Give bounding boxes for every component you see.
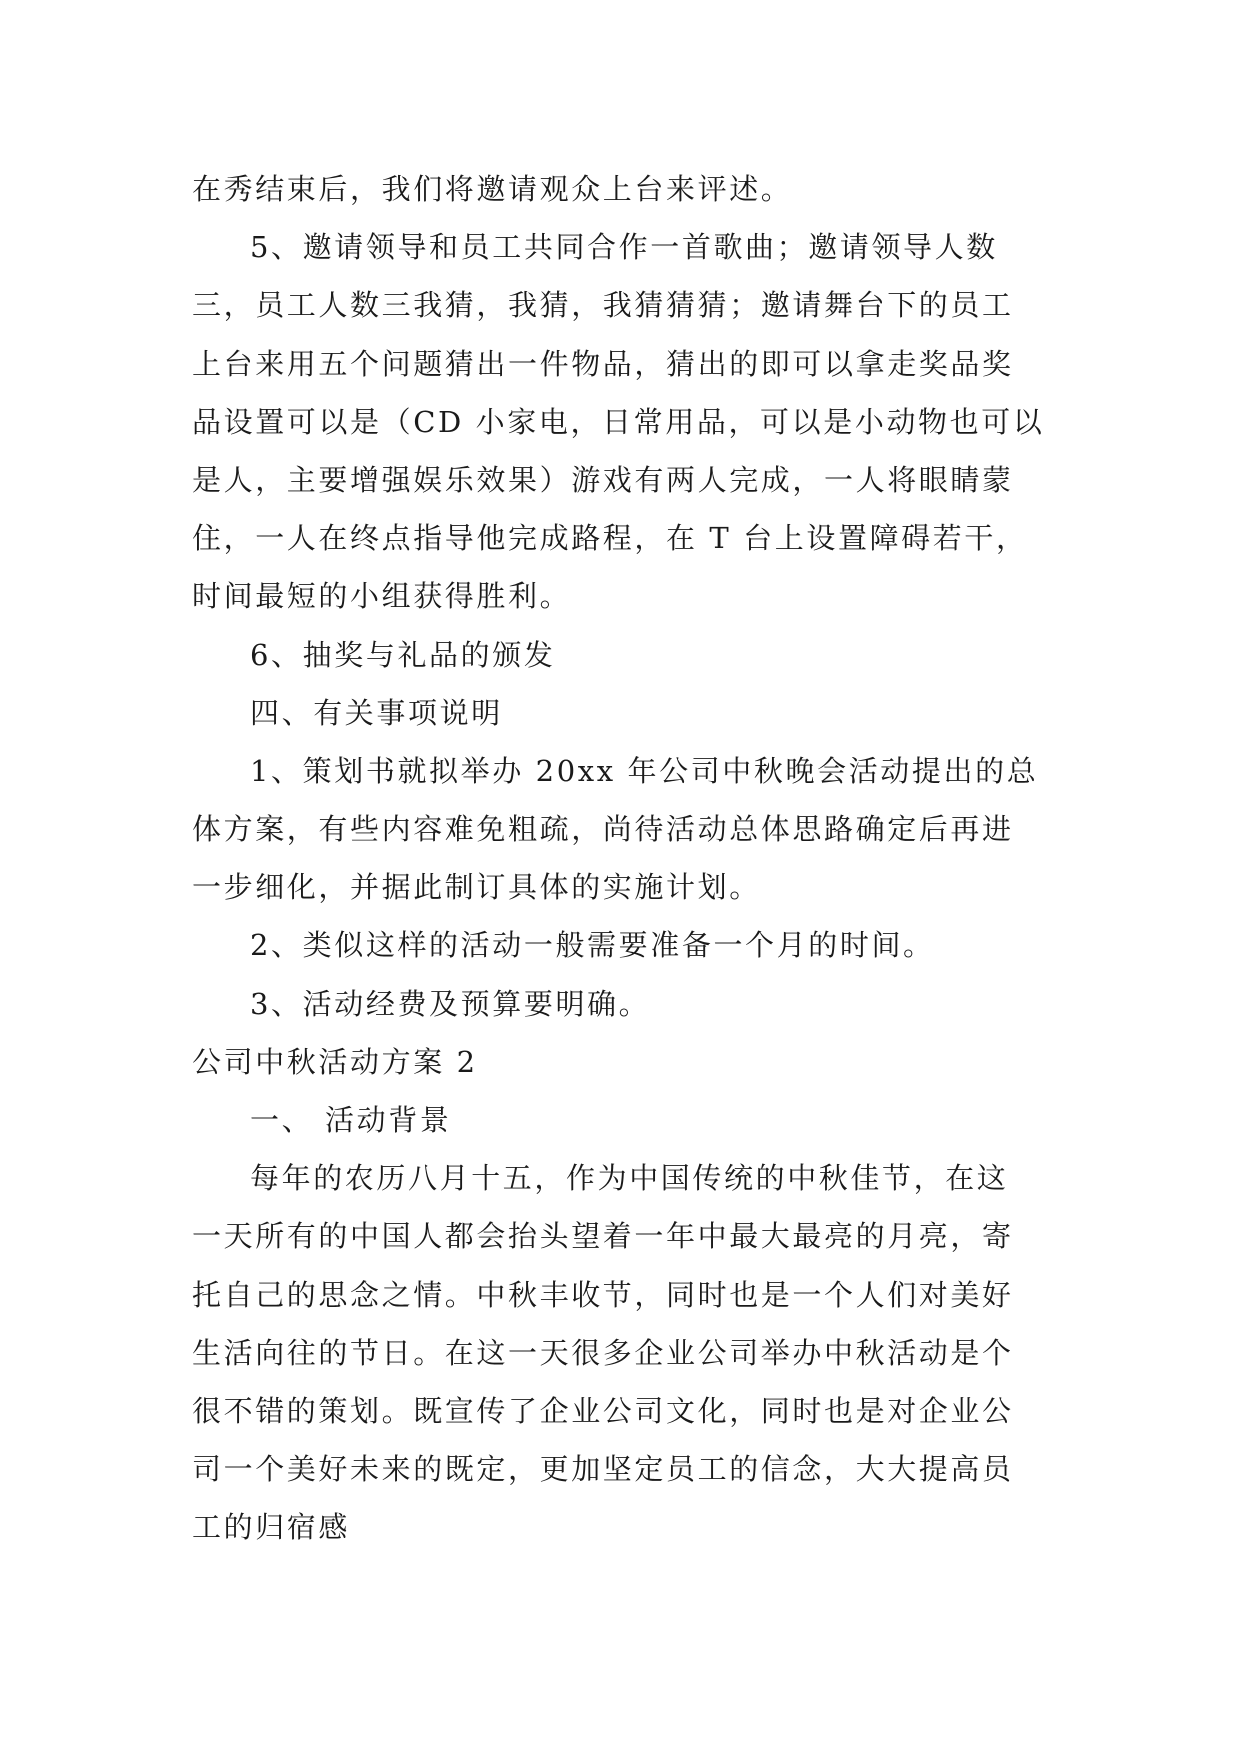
text-line: 每年的农历八月十五，作为中国传统的中秋佳节，在这: [250, 1161, 1009, 1196]
text-line: 托自己的思念之情。中秋丰收节，同时也是一个人们对美好: [192, 1277, 1014, 1312]
text-line: 公司中秋活动方案 2: [192, 1044, 478, 1079]
text-line: 很不错的策划。既宣传了企业公司文化，同时也是对企业公: [192, 1393, 1014, 1428]
text-line: 品设置可以是（CD 小家电，日常用品，可以是小动物也可以: [192, 404, 1045, 439]
text-line: 四、有关事项说明: [250, 695, 503, 730]
text-line: 体方案，有些内容难免粗疏，尚待活动总体思路确定后再进: [192, 812, 1014, 847]
text-line: 1、策划书就拟举办 20xx 年公司中秋晚会活动提出的总: [250, 753, 1039, 788]
text-line: 时间最短的小组获得胜利。: [192, 579, 572, 614]
text-line: 一天所有的中国人都会抬头望着一年中最大最亮的月亮，寄: [192, 1219, 1014, 1254]
text-line: 住，一人在终点指导他完成路程，在 T 台上设置障碍若干，: [192, 521, 1028, 556]
text-line: 工的归宿感: [192, 1510, 351, 1545]
text-line: 三，员工人数三我猜，我猜，我猜猜猜；邀请舞台下的员工: [192, 288, 1014, 323]
text-line: 是人，主要增强娱乐效果）游戏有两人完成，一人将眼睛蒙: [192, 462, 1014, 497]
text-line: 一步细化，并据此制订具体的实施计划。: [192, 870, 761, 905]
document-body: [192, 160, 1062, 1557]
text-line: 生活向往的节日。在这一天很多企业公司举办中秋活动是个: [192, 1335, 1014, 1370]
text-line: 司一个美好未来的既定，更加坚定员工的信念，大大提高员: [192, 1452, 1014, 1487]
text-line: 上台来用五个问题猜出一件物品，猜出的即可以拿走奖品奖: [192, 346, 1014, 381]
text-line: 3、活动经费及预算要明确。: [250, 986, 651, 1021]
text-line: 在秀结束后，我们将邀请观众上台来评述。: [192, 172, 793, 206]
text-line: 5、邀请领导和员工共同合作一首歌曲；邀请领导人数: [250, 230, 998, 265]
text-line: 2、类似这样的活动一般需要准备一个月的时间。: [250, 928, 935, 963]
text-line: 一、 活动背景: [250, 1103, 452, 1137]
text-line: 6、抽奖与礼品的颁发: [250, 637, 556, 672]
